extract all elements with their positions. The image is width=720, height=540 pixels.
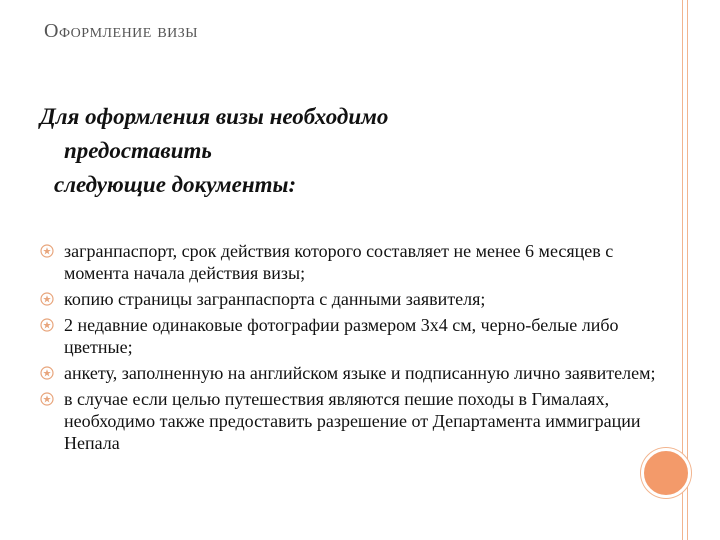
circle-star-bullet-icon — [40, 318, 54, 332]
intro-line-1: Для оформления визы необходимо — [40, 104, 389, 129]
list-item-text: анкету, заполненную на английском языке и подписанную лично заявителем; — [64, 363, 656, 383]
list-item-text: в случае если целью путешествия являются пешие походы в Гималаях, необходимо также предоставить разрешение от Департамента иммиграции Непала — [64, 389, 641, 453]
list-item-text: 2 недавние одинаковые фотографии размером 3х4 см, черно-белые либо цветные; — [64, 315, 619, 357]
circle-star-bullet-icon — [40, 366, 54, 380]
list-item — [38, 314, 678, 358]
list-item — [38, 388, 678, 454]
list-item — [38, 362, 678, 384]
list-item — [38, 240, 678, 284]
documents-list — [38, 240, 678, 458]
list-item-text: копию страницы загранпаспорта с данными заявителя; — [64, 289, 486, 309]
circle-star-bullet-icon — [40, 392, 54, 406]
intro-line-2: предоставить — [64, 138, 212, 163]
slide-title: Оформление визы — [44, 20, 199, 42]
circle-star-bullet-icon — [40, 292, 54, 306]
list-item — [38, 288, 678, 310]
list-item-text: загранпаспорт, срок действия которого составляет не менее 6 месяцев с момента начала действия визы; — [64, 241, 614, 283]
intro-text — [40, 100, 600, 202]
intro-line-3: следующие документы: — [54, 172, 297, 197]
circle-star-bullet-icon — [40, 244, 54, 258]
